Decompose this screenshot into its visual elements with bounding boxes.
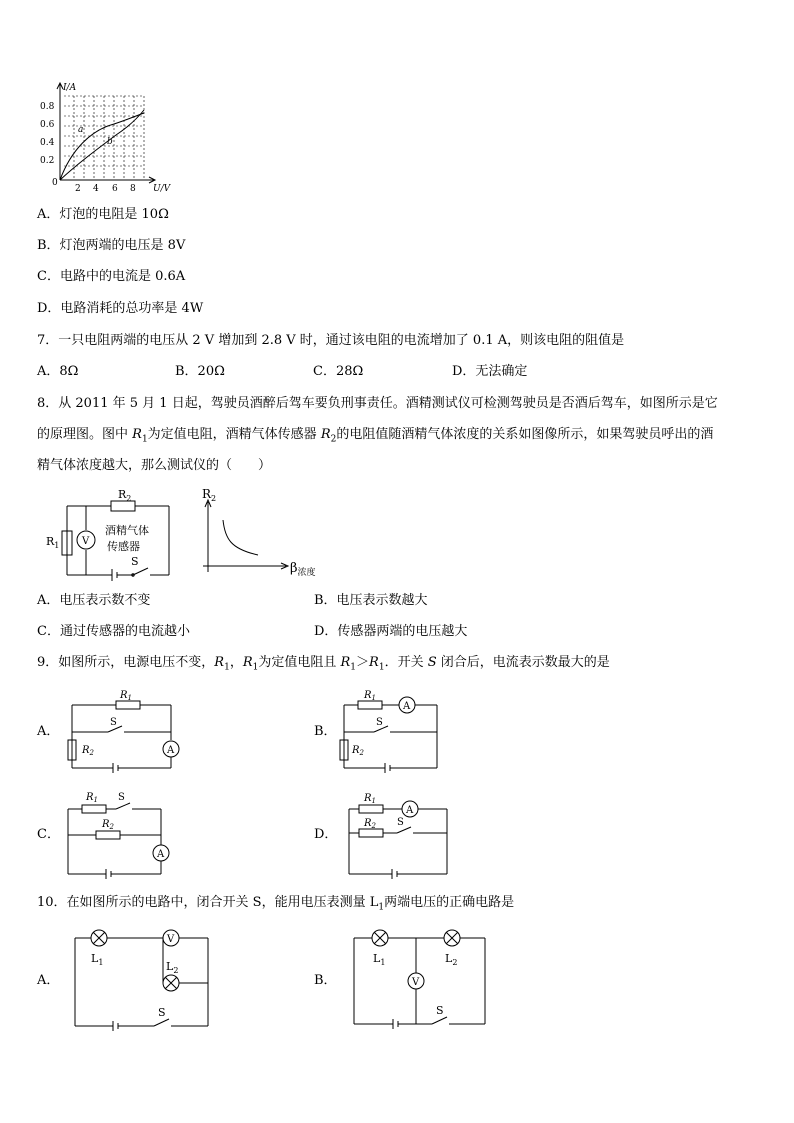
r2-label: $R_2$ (364, 818, 376, 830)
switch-s (133, 568, 148, 575)
r2-label: $R_2$ (82, 745, 94, 757)
q7-option-a[interactable]: A．8Ω (37, 364, 79, 379)
text-span: 闭合后，电流表示数最大的是 (436, 655, 610, 670)
text-span: 9．如图所示，电源电压不变， (37, 655, 215, 670)
subscript: 1 (350, 662, 357, 673)
switch-label: S (110, 717, 117, 728)
r1-label: $R_1$ (364, 793, 376, 805)
curve-b-label: b (107, 137, 113, 147)
text-span: ．开关 (384, 655, 428, 670)
q6-option-b[interactable]: B．灯泡两端的电压是 8V (37, 238, 186, 253)
q10-option-b[interactable]: B． (314, 973, 337, 988)
text-span: 10．在如图所示的电路中，闭合开关 S，能用电压表测量 L (37, 895, 379, 910)
q8-stem-line3: 精气体浓度越大，那么测试仪的（ ） (37, 458, 272, 473)
l1-label: $L_1$ (91, 952, 104, 967)
text-span: ， (229, 655, 243, 670)
r1-label: $R_1$ (46, 535, 60, 550)
r1-label: $R_1$ (364, 690, 376, 702)
subscript: 1 (224, 662, 230, 673)
symbol-s: S (427, 655, 437, 670)
ammeter-label: A (406, 805, 414, 816)
text-span: 的电阻值随酒精气体浓度的关系如图像所示，如果驾驶员呼出的酒 (336, 427, 714, 442)
voltmeter-label: V (82, 536, 90, 547)
graph-origin: 0 (52, 178, 58, 188)
curve-a-label: a (78, 125, 84, 135)
ammeter-label: A (403, 701, 411, 712)
resistor-r2 (111, 501, 135, 511)
q7-option-b[interactable]: B．20Ω (175, 364, 225, 379)
r1-label: $R_1$ (86, 792, 98, 804)
q8-graph (198, 484, 328, 584)
q10-circuit-b[interactable] (346, 926, 496, 1031)
q9-circuit-d[interactable] (335, 788, 455, 880)
q9-stem (37, 655, 610, 676)
r2-curve (223, 520, 258, 555)
ammeter-label: A (167, 745, 175, 756)
q9-option-d[interactable]: D． (314, 827, 338, 842)
q6-option-c[interactable]: C．电路中的电流是 0.6A (37, 269, 186, 284)
r2-label: $R_2$ (118, 488, 132, 503)
ytick-label: 0.4 (40, 138, 55, 148)
q9-option-c[interactable]: C． (37, 827, 60, 842)
q6-option-a[interactable]: A．灯泡的电阻是 10Ω (37, 207, 169, 222)
r2-label: $R_2$ (102, 819, 114, 831)
subscript: 1 (252, 662, 259, 673)
symbol-r: R (132, 427, 142, 442)
symbol-r: R (242, 655, 253, 670)
graph-ylabel: $R_2$ (202, 487, 217, 503)
q8-option-b[interactable]: B．电压表示数越大 (314, 593, 428, 608)
xtick-label: 6 (112, 184, 118, 194)
ytick-label: 0.8 (40, 102, 55, 112)
q7-option-c[interactable]: C．28Ω (313, 364, 364, 379)
voltmeter-label: V (167, 934, 175, 945)
q8-stem-line2 (37, 427, 713, 448)
symbol-r: R (214, 655, 225, 670)
r2-label: $R_2$ (352, 745, 364, 757)
q9-circuit-c[interactable] (60, 788, 185, 880)
q8-stem-line1: 8．从 2011 年 5 月 1 日起，驾驶员酒醉后驾车要负刑事责任。酒精测试仪可检测驾驶员是否酒后驾车，如图所示是它 (37, 396, 718, 411)
symbol-r: R (340, 655, 351, 670)
symbol-r: R (369, 655, 379, 670)
symbol-r: R (320, 427, 331, 442)
voltmeter-label: V (412, 977, 420, 988)
q9-circuit-a[interactable] (60, 688, 185, 773)
graph-ylabel: I/A (63, 83, 77, 93)
sensor-label-1: 酒精气体 (105, 524, 149, 537)
ytick-label: 0.2 (40, 156, 55, 166)
q9-circuit-b[interactable] (330, 688, 445, 773)
text-span: 的原理图。图中 (37, 427, 133, 442)
l2-label: $L_2$ (166, 960, 179, 975)
l2-label: $L_2$ (445, 952, 458, 967)
switch-label: S (118, 792, 125, 803)
text-span: 为定值电阻，酒精气体传感器 (147, 427, 321, 442)
subscript: 1 (378, 902, 385, 913)
sensor-label-2: 传感器 (107, 540, 140, 553)
q7-stem: 7．一只电阻两端的电压从 2 V 增加到 2.8 V 时，通过该电阻的电流增加了 0.1 A，则该电阻的阻值是 (37, 333, 625, 348)
q8-option-c[interactable]: C．通过传感器的电流越小 (37, 624, 190, 639)
graph-grid (64, 96, 144, 180)
subscript: 1 (141, 434, 148, 445)
subscript: 2 (330, 434, 337, 445)
q7-option-d[interactable]: D．无法确定 (452, 364, 528, 379)
iu-graph (36, 80, 186, 195)
text-span: 为定值电阻且 (258, 655, 341, 670)
switch-label: S (436, 1004, 444, 1017)
xtick-label: 4 (93, 184, 99, 194)
graph-xlabel: $\beta_{浓度}$ (290, 561, 316, 578)
ammeter-label: A (157, 849, 165, 860)
xtick-label: 2 (75, 184, 81, 194)
switch-label: S (158, 1006, 166, 1019)
q8-circuit (40, 488, 175, 583)
switch-label: S (376, 717, 383, 728)
text-span: 两端电压的正确电路是 (384, 895, 515, 910)
text-span: ＞ (356, 655, 370, 670)
q9-option-a[interactable]: A． (37, 724, 60, 739)
curve-b (60, 110, 144, 180)
ytick-label: 0.6 (40, 120, 55, 130)
r1-label: $R_1$ (120, 690, 132, 702)
q10-circuit-a[interactable] (66, 926, 216, 1031)
xtick-label: 8 (130, 184, 136, 194)
switch-label: S (131, 555, 139, 568)
switch-label: S (397, 817, 404, 828)
graph-xlabel: U/V (153, 184, 171, 194)
q9-option-b[interactable]: B． (314, 724, 337, 739)
q10-stem (37, 895, 514, 916)
q8-option-a[interactable]: A．电压表示数不变 (37, 593, 151, 608)
q10-option-a[interactable]: A． (37, 973, 60, 988)
subscript: 1 (378, 662, 385, 673)
q6-option-d[interactable]: D．电路消耗的总功率是 4W (37, 301, 204, 316)
l1-label: $L_1$ (373, 952, 386, 967)
q8-option-d[interactable]: D．传感器两端的电压越大 (314, 624, 468, 639)
